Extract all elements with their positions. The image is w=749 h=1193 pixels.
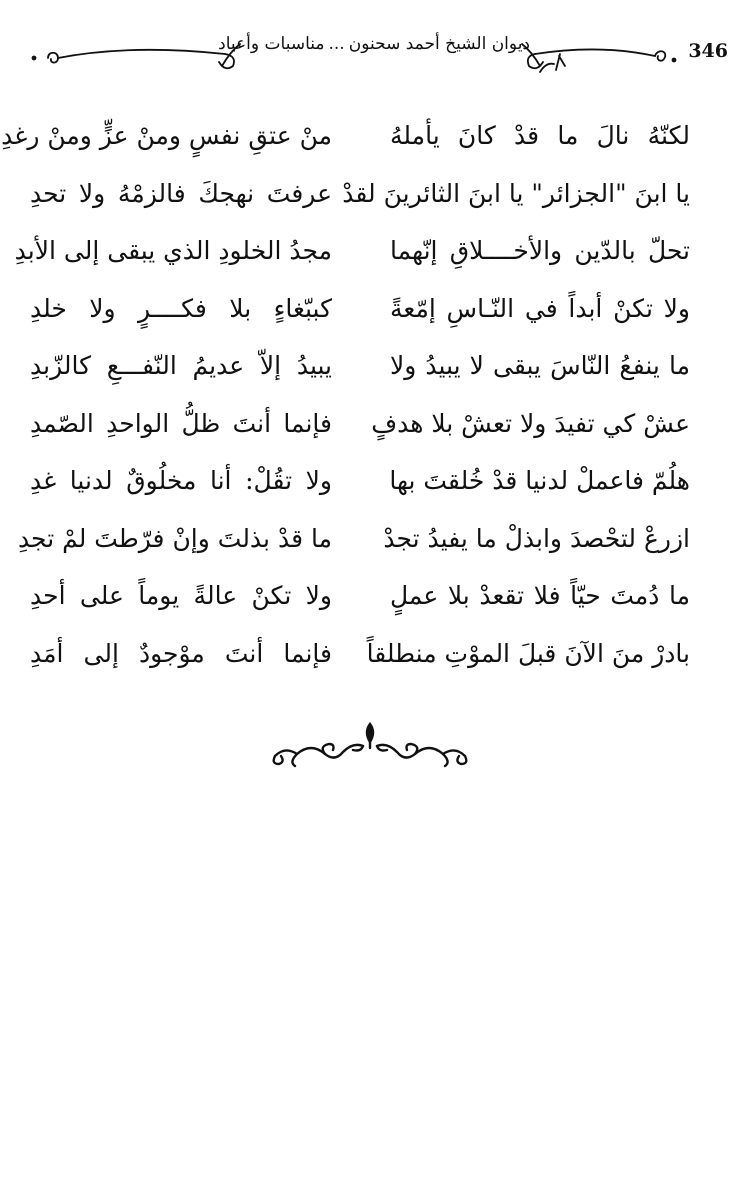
verse [14, 227, 690, 285]
verse-first-hemistich: ولا تكنْ أبداً في النّـاسِ إمّعةً [390, 293, 690, 323]
title-separator: ... [328, 34, 345, 54]
page-number: 346 [688, 40, 728, 62]
verse-second-hemistich: ولا تكنْ عالةً يوماً على أحدِ [30, 581, 332, 610]
verse-second-hemistich: مجدُ الخلودِ الذي يبقى إلى الأبدِ [14, 236, 332, 265]
verse-first-hemistich: ما دُمتَ حيّاً فلا تقعدْ بلا عملٍ [390, 581, 690, 610]
verse-second-hemistich: ما قدْ بذلتَ وإنْ فرّطتَ لمْ تجدِ [17, 523, 332, 553]
verse [17, 515, 690, 573]
verse [30, 457, 690, 515]
page-header [20, 26, 730, 82]
verse-first-hemistich: ازرعْ لتحْصدَ وابذلْ ما يفيدُ تجدْ [383, 523, 690, 553]
verse [1, 112, 690, 170]
verse-first-hemistich: يا ابنَ "الجزائر" يا ابنَ الثائرينَ لقدْ [342, 178, 690, 208]
verse-second-hemistich: ولا تقُلْ: أنا مخلُوقٌ لدنيا غدِ [30, 466, 332, 495]
running-head [218, 34, 530, 54]
verse-second-hemistich: فإنما أنتَ ظلُّ الواحدِ الصّمدِ [30, 408, 332, 438]
verse [30, 572, 690, 630]
verse-second-hemistich: يبيدُ إلاّ عديمُ النّفـــعِ كالزّبدِ [30, 351, 332, 380]
verse-first-hemistich: تحلّ بالدّين والأخــــلاقِ إنّهما [390, 236, 690, 265]
verse-first-hemistich: بادرْ منَ الآنَ قبلَ الموْتِ منطلقاً [366, 638, 690, 668]
verse-second-hemistich: منْ عتقِ نفسٍ ومنْ عزٍّ ومنْ رغدِ [1, 121, 332, 150]
verse [30, 630, 690, 688]
verse-first-hemistich: لكنّهُ نالَ ما قدْ كانَ يأملهُ [390, 121, 690, 150]
end-ornament-icon [265, 718, 475, 768]
verse [30, 170, 690, 228]
verse [30, 342, 690, 400]
verse-second-hemistich: كببّغاءٍ بلا فكــــرٍ ولا خلدِ [30, 293, 332, 323]
poem [1, 112, 690, 687]
verse-second-hemistich: فإنما أنتَ موْجودٌ إلى أمَدِ [30, 638, 332, 668]
verse-first-hemistich: عشْ كي تفيدَ ولا تعشْ بلا هدفٍ [371, 408, 690, 438]
verse-second-hemistich: عرفتَ نهجكَ فالزمْهُ ولا تحدِ [30, 178, 332, 208]
verse [30, 400, 690, 458]
verse [30, 285, 690, 343]
verse-first-hemistich: ما ينفعُ النّاسَ يبقى لا يبيدُ ولا [390, 351, 690, 380]
book-title: ديوان الشيخ أحمد سحنون [348, 34, 530, 54]
verse-first-hemistich: هلُمّ فاعملْ لدنيا قدْ خُلقتَ بها [389, 466, 690, 495]
section-title: مناسبات وأعياد [218, 34, 325, 54]
